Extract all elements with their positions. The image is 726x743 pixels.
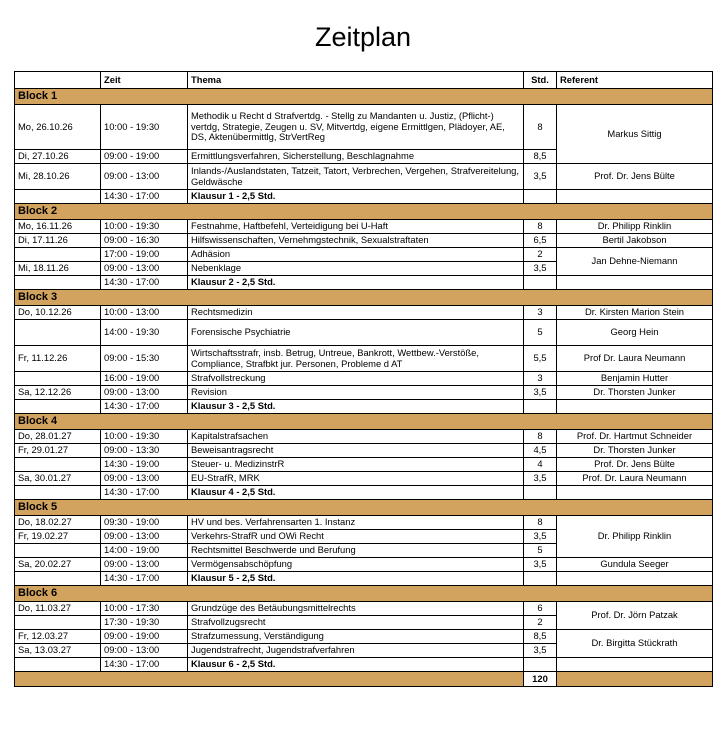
hours-cell [524,486,557,500]
date-cell [15,544,101,558]
referent-cell: Prof. Dr. Jens Bülte [557,458,713,472]
time-cell: 09:00 - 13:00 [101,558,188,572]
block-row [15,500,713,516]
hours-cell: 2 [524,248,557,262]
date-cell: Mi, 28.10.26 [15,164,101,190]
date-cell [15,400,101,414]
referent-cell [557,276,713,290]
date-cell [15,320,101,346]
date-cell [15,486,101,500]
date-cell: Fr, 29.01.27 [15,444,101,458]
time-cell: 09:00 - 16:30 [101,234,188,248]
hours-cell: 3 [524,372,557,386]
time-cell: 10:00 - 19:30 [101,430,188,444]
topic-cell: Wirtschaftsstrafr, insb. Betrug, Untreue, Bankrott, Wettbew.-Verstöße, Compliance, Strafbkt jur. Personen, Probleme d AT [188,346,524,372]
hours-cell: 8,5 [524,630,557,644]
total-hours: 120 [524,672,557,687]
time-cell: 09:00 - 13:00 [101,530,188,544]
referent-cell: Prof Dr. Laura Neumann [557,346,713,372]
topic-cell: Steuer- u. MedizinstrR [188,458,524,472]
referent-cell: Dr. Thorsten Junker [557,386,713,400]
table-row [15,430,713,444]
date-cell: Mo, 26.10.26 [15,105,101,150]
time-cell: 09:00 - 19:00 [101,630,188,644]
time-cell: 09:00 - 13:00 [101,262,188,276]
referent-cell: Prof. Dr. Jens Bülte [557,164,713,190]
table-row [15,164,713,190]
topic-cell: Revision [188,386,524,400]
date-cell: Di, 27.10.26 [15,150,101,164]
table-row [15,320,713,346]
referent-cell: Dr. Birgitta Stückrath [557,630,713,658]
table-row [15,276,713,290]
hours-cell: 8 [524,220,557,234]
topic-cell: Beweisantragsrecht [188,444,524,458]
block-label: Block 5 [15,500,713,516]
referent-cell [557,190,713,204]
total-spacer [15,672,524,687]
referent-cell: Dr. Philipp Rinklin [557,220,713,234]
hours-cell [524,572,557,586]
topic-cell: HV und bes. Verfahrensarten 1. Instanz [188,516,524,530]
hours-cell: 8 [524,516,557,530]
referent-cell: Prof. Dr. Hartmut Schneider [557,430,713,444]
date-cell: Sa, 30.01.27 [15,472,101,486]
block-label: Block 4 [15,414,713,430]
topic-cell: Nebenklage [188,262,524,276]
table-row [15,472,713,486]
referent-cell [557,400,713,414]
hours-cell: 3,5 [524,386,557,400]
time-cell: 09:30 - 19:00 [101,516,188,530]
hours-cell: 6 [524,602,557,616]
time-cell: 14:30 - 17:00 [101,190,188,204]
topic-cell: EU-StrafR, MRK [188,472,524,486]
date-cell [15,248,101,262]
referent-cell: Dr. Philipp Rinklin [557,516,713,558]
topic-cell: Strafvollstreckung [188,372,524,386]
schedule-table [14,71,713,687]
hours-cell: 4 [524,458,557,472]
table-row [15,220,713,234]
hours-cell: 5 [524,320,557,346]
date-cell [15,572,101,586]
date-cell [15,190,101,204]
exam-cell: Klausur 3 - 2,5 Std. [188,400,524,414]
hours-cell: 3 [524,306,557,320]
referent-cell [557,572,713,586]
time-cell: 10:00 - 17:30 [101,602,188,616]
block-row [15,414,713,430]
total-spacer [557,672,713,687]
date-cell: Do, 18.02.27 [15,516,101,530]
block-label: Block 1 [15,89,713,105]
hours-cell: 8,5 [524,150,557,164]
time-cell: 17:30 - 19:30 [101,616,188,630]
table-row [15,234,713,248]
date-cell: Do, 28.01.27 [15,430,101,444]
table-row [15,306,713,320]
date-cell: Fr, 11.12.26 [15,346,101,372]
block-label: Block 6 [15,586,713,602]
date-cell [15,372,101,386]
block-label: Block 2 [15,204,713,220]
time-cell: 09:00 - 19:00 [101,150,188,164]
table-row [15,386,713,400]
topic-cell: Adhäsion [188,248,524,262]
time-cell: 09:00 - 13:00 [101,386,188,400]
time-cell: 14:30 - 19:00 [101,458,188,472]
table-row [15,658,713,672]
header-zeit: Zeit [101,72,188,89]
block-label: Block 3 [15,290,713,306]
hours-cell: 3,5 [524,530,557,544]
date-cell [15,276,101,290]
referent-cell: Jan Dehne-Niemann [557,248,713,276]
time-cell: 14:00 - 19:30 [101,320,188,346]
date-cell: Sa, 20.02.27 [15,558,101,572]
time-cell: 17:00 - 19:00 [101,248,188,262]
header-date [15,72,101,89]
table-row [15,105,713,150]
page-title: Zeitplan [314,22,412,52]
date-cell: Sa, 13.03.27 [15,644,101,658]
hours-cell: 2 [524,616,557,630]
time-cell: 14:30 - 17:00 [101,276,188,290]
time-cell: 09:00 - 13:00 [101,644,188,658]
exam-cell: Klausur 6 - 2,5 Std. [188,658,524,672]
table-row [15,558,713,572]
topic-cell: Rechtsmedizin [188,306,524,320]
topic-cell: Ermittlungsverfahren, Sicherstellung, Beschlagnahme [188,150,524,164]
table-row [15,486,713,500]
hours-cell: 8 [524,430,557,444]
hours-cell: 5 [524,544,557,558]
hours-cell [524,400,557,414]
hours-cell: 8 [524,105,557,150]
block-row [15,290,713,306]
hours-cell: 3,5 [524,472,557,486]
exam-cell: Klausur 2 - 2,5 Std. [188,276,524,290]
hours-cell: 3,5 [524,644,557,658]
date-cell: Mo, 16.11.26 [15,220,101,234]
header-referent: Referent [557,72,713,89]
date-cell: Do, 11.03.27 [15,602,101,616]
topic-cell: Strafzumessung, Verständigung [188,630,524,644]
hours-cell: 3,5 [524,262,557,276]
table-row [15,346,713,372]
topic-cell: Inlands-/Auslandstaten, Tatzeit, Tatort, Verbrechen, Vergehen, Strafvereitelung, Geldwäsche [188,164,524,190]
topic-cell: Festnahme, Haftbefehl, Verteidigung bei U-Haft [188,220,524,234]
time-cell: 09:00 - 15:30 [101,346,188,372]
hours-cell: 5,5 [524,346,557,372]
time-cell: 14:30 - 17:00 [101,400,188,414]
topic-cell: Vermögensabschöpfung [188,558,524,572]
header-std: Std. [524,72,557,89]
time-cell: 10:00 - 19:30 [101,220,188,234]
date-cell: Fr, 12.03.27 [15,630,101,644]
exam-cell: Klausur 5 - 2,5 Std. [188,572,524,586]
topic-cell: Hilfswissenschaften, Vernehmgstechnik, Sexualstraftaten [188,234,524,248]
topic-cell: Forensische Psychiatrie [188,320,524,346]
hours-cell [524,658,557,672]
exam-cell: Klausur 1 - 2,5 Std. [188,190,524,204]
block-row [15,586,713,602]
table-row [15,400,713,414]
referent-cell [557,486,713,500]
referent-cell: Dr. Kirsten Marion Stein [557,306,713,320]
table-row [15,248,713,262]
time-cell: 09:00 - 13:30 [101,444,188,458]
table-row [15,458,713,472]
hours-cell: 6,5 [524,234,557,248]
table-row [15,444,713,458]
date-cell [15,616,101,630]
referent-cell: Markus Sittig [557,105,713,164]
table-row [15,372,713,386]
topic-cell: Verkehrs-StrafR und OWi Recht [188,530,524,544]
referent-cell: Benjamin Hutter [557,372,713,386]
hours-cell: 4,5 [524,444,557,458]
table-row [15,602,713,616]
time-cell: 14:00 - 19:00 [101,544,188,558]
hours-cell: 3,5 [524,558,557,572]
block-row [15,89,713,105]
table-row [15,190,713,204]
topic-cell: Methodik u Recht d Strafvertdg. - Stellg zu Mandanten u. Justiz, (Pflicht-) vertdg, Strategie, Zeugen u. SV, Mitvertdg, eigene Ermittlgen, Plädoyer, AE, DS, Aktenübermittlg, StrVertReg [188,105,524,150]
exam-cell: Klausur 4 - 2,5 Std. [188,486,524,500]
date-cell: Di, 17.11.26 [15,234,101,248]
date-cell: Fr, 19.02.27 [15,530,101,544]
topic-cell: Strafvollzugsrecht [188,616,524,630]
table-row [15,572,713,586]
referent-cell: Dr. Thorsten Junker [557,444,713,458]
hours-cell: 3,5 [524,164,557,190]
date-cell [15,458,101,472]
table-row [15,630,713,644]
referent-cell [557,658,713,672]
hours-cell [524,276,557,290]
topic-cell: Jugendstrafrecht, Jugendstrafverfahren [188,644,524,658]
date-cell: Mi, 18.11.26 [15,262,101,276]
time-cell: 10:00 - 13:00 [101,306,188,320]
date-cell [15,658,101,672]
total-row [15,672,713,687]
referent-cell: Prof. Dr. Laura Neumann [557,472,713,486]
time-cell: 14:30 - 17:00 [101,658,188,672]
block-row [15,204,713,220]
hours-cell [524,190,557,204]
topic-cell: Rechtsmittel Beschwerde und Berufung [188,544,524,558]
time-cell: 14:30 - 17:00 [101,572,188,586]
time-cell: 16:00 - 19:00 [101,372,188,386]
referent-cell: Bertil Jakobson [557,234,713,248]
date-cell: Sa, 12.12.26 [15,386,101,400]
referent-cell: Prof. Dr. Jörn Patzak [557,602,713,630]
referent-cell: Georg Hein [557,320,713,346]
time-cell: 14:30 - 17:00 [101,486,188,500]
header-thema: Thema [188,72,524,89]
table-row [15,516,713,530]
time-cell: 09:00 - 13:00 [101,164,188,190]
topic-cell: Kapitalstrafsachen [188,430,524,444]
header-row [15,72,713,89]
time-cell: 10:00 - 19:30 [101,105,188,150]
time-cell: 09:00 - 13:00 [101,472,188,486]
topic-cell: Grundzüge des Betäubungsmittelrechts [188,602,524,616]
referent-cell: Gundula Seeger [557,558,713,572]
date-cell: Do, 10.12.26 [15,306,101,320]
